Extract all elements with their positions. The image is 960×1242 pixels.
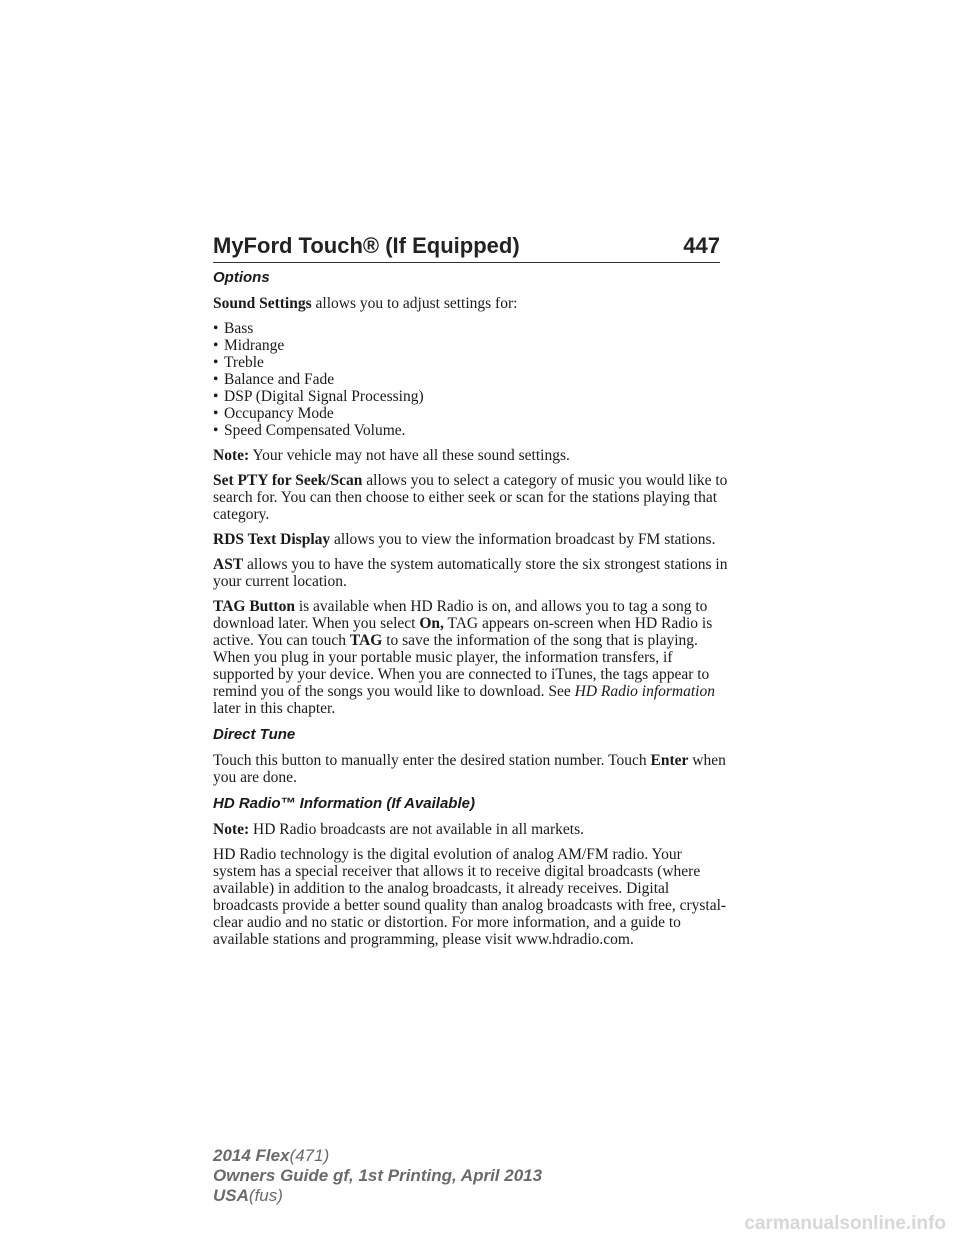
bullet-icon: • xyxy=(213,337,219,354)
sound-settings-term: Sound Settings xyxy=(213,295,312,312)
footer-line-2: Owners Guide gf, 1st Printing, April 2013 xyxy=(213,1166,543,1185)
rds-paragraph: RDS Text Display allows you to view the information broadcast by FM stations. xyxy=(213,531,716,548)
pty-paragraph: Set PTY for Seek/Scan allows you to select a category of music you would like to search for. You can then choose to either seek or scan for the stations playing that category. xyxy=(213,472,728,523)
page-header xyxy=(213,226,720,263)
ast-paragraph: AST allows you to have the system automatically store the six strongest stations in your current location. xyxy=(213,556,728,590)
direct-tune-heading: Direct Tune xyxy=(213,726,296,743)
list-item: • Balance and Fade xyxy=(213,371,335,388)
tag-tag-term: TAG xyxy=(349,632,383,649)
list-item: • Treble xyxy=(213,354,264,371)
page-title: MyFord Touch® (If Equipped) xyxy=(213,233,520,258)
list-item: • Speed Compensated Volume. xyxy=(213,422,406,439)
bullet-icon: • xyxy=(213,405,219,422)
page-footer xyxy=(213,1146,542,1206)
sound-note: Note: Your vehicle may not have all these sound settings. xyxy=(213,447,570,464)
tag-on-term: On, xyxy=(419,615,444,632)
hd-radio-heading: HD Radio™ Information (If Available) xyxy=(213,795,475,812)
list-item: • Midrange xyxy=(213,337,285,354)
bullet-icon: • xyxy=(213,422,219,439)
list-item: • DSP (Digital Signal Processing) xyxy=(213,388,424,405)
list-item: • Occupancy Mode xyxy=(213,405,334,422)
footer-line-1: 2014 Flex(471) xyxy=(213,1146,330,1165)
bullet-icon: • xyxy=(213,371,219,388)
page-number: 447 xyxy=(683,233,720,258)
bullet-icon: • xyxy=(213,354,219,371)
note-label: Note: xyxy=(213,821,250,838)
hd-radio-note: Note: HD Radio broadcasts are not available in all markets. xyxy=(213,821,585,838)
tag-paragraph: TAG Button is available when HD Radio is on, and allows you to tag a song to download later. When you select On, TAG appears on-screen when HD Radio is active. You can touch TAG to save the information of the song that is playing. When you plug in your portable music player, the information transfers, if supported by your device. When you are connected to iTunes, the tags appear to remind you of the songs you would like to download. See HD Radio information later in this chapter. xyxy=(213,598,715,717)
list-item: • Bass xyxy=(213,320,254,337)
sound-settings-list xyxy=(213,320,728,439)
page-content xyxy=(213,268,728,956)
tag-term: TAG Button xyxy=(213,598,295,615)
watermark: carmanualsonline.info xyxy=(744,1213,946,1234)
direct-tune-paragraph: Touch this button to manually enter the desired station number. Touch Enter when you are done. xyxy=(213,752,726,786)
pty-term: Set PTY for Seek/Scan xyxy=(213,472,363,489)
bullet-icon: • xyxy=(213,320,219,337)
bullet-icon: • xyxy=(213,388,219,405)
footer-line-3: USA(fus) xyxy=(213,1186,283,1205)
hd-radio-cross-reference: HD Radio information xyxy=(574,683,715,700)
sound-settings-paragraph: Sound Settings allows you to adjust settings for: xyxy=(213,295,518,312)
enter-term: Enter xyxy=(650,752,689,769)
rds-term: RDS Text Display xyxy=(213,531,331,548)
ast-term: AST xyxy=(213,556,244,573)
options-heading: Options xyxy=(213,269,270,286)
hd-radio-body: HD Radio technology is the digital evolution of analog AM/FM radio. Your system has a special receiver that allows it to receive digital broadcasts (where available) in addition to the analog broadcasts, it already receives. Digital broadcasts provide a better sound quality than analog broadcasts with free, crystal-clear audio and no static or distortion. For more information, and a guide to available stations and programming, please visit www.hdradio.com. xyxy=(213,846,727,948)
note-label: Note: xyxy=(213,447,250,464)
